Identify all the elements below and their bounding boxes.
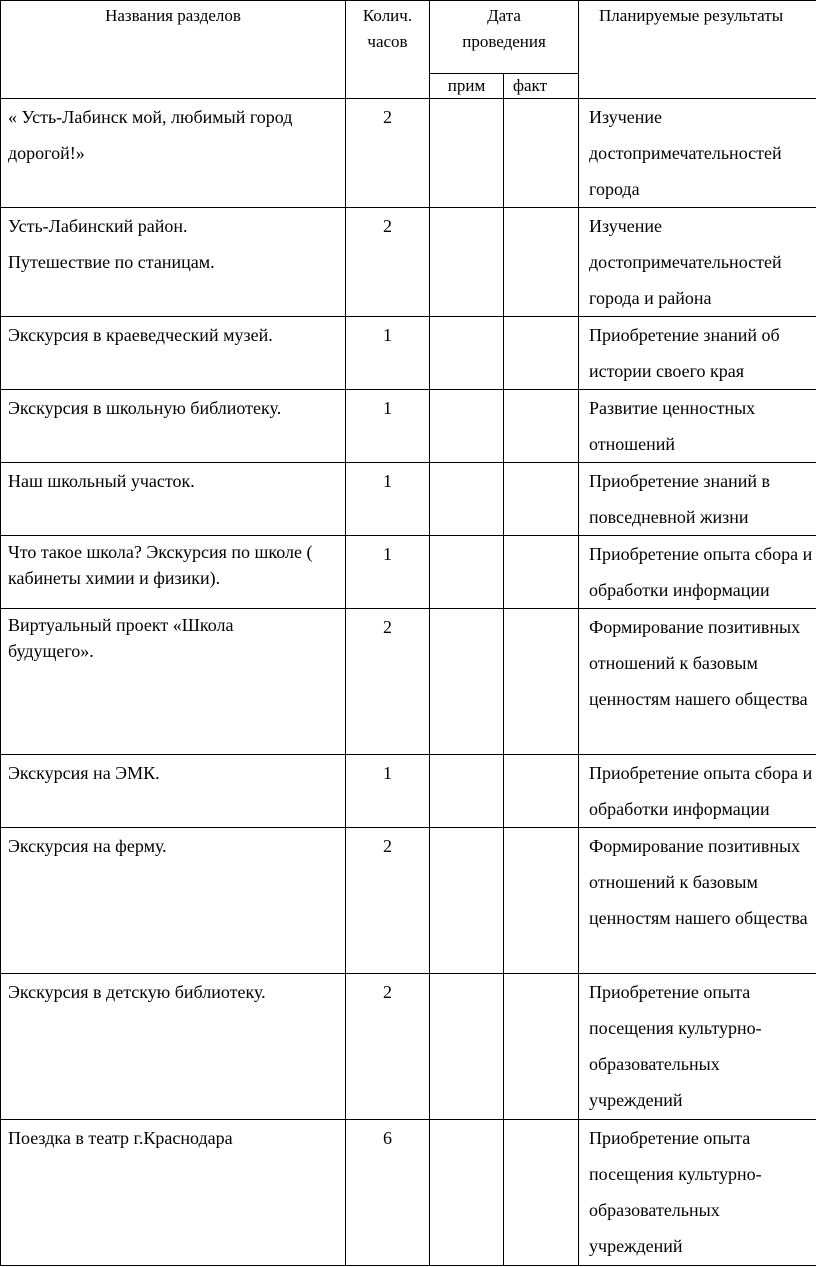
table-row bbox=[1, 390, 816, 463]
header-hours: Колич. часов bbox=[346, 1, 430, 99]
row-hours: 6 bbox=[346, 1120, 430, 1266]
row-section: Экскурсия в детскую библиотеку. bbox=[1, 974, 346, 1120]
table-row bbox=[1, 755, 816, 828]
row-section: Что такое школа? Экскурсия по школе ( кабинеты химии и физики). bbox=[1, 536, 346, 609]
table-row bbox=[1, 208, 816, 317]
row-fact bbox=[504, 390, 579, 463]
row-fact bbox=[504, 755, 579, 828]
row-plan bbox=[430, 828, 504, 974]
row-hours: 2 bbox=[346, 208, 430, 317]
row-result: Формирование позитивных отношений к базовым ценностям нашего общества bbox=[579, 609, 816, 755]
header-results: Планируемые результаты bbox=[579, 1, 816, 99]
row-fact bbox=[504, 317, 579, 390]
row-hours: 1 bbox=[346, 755, 430, 828]
row-plan bbox=[430, 536, 504, 609]
row-result: Развитие ценностных отношений bbox=[579, 390, 816, 463]
row-section: Экскурсия на ферму. bbox=[1, 828, 346, 974]
row-plan bbox=[430, 1120, 504, 1266]
row-plan bbox=[430, 99, 504, 208]
table-row bbox=[1, 609, 816, 755]
row-hours: 1 bbox=[346, 463, 430, 536]
row-plan bbox=[430, 208, 504, 317]
row-result: Приобретение опыта сбора и обработки информации bbox=[579, 536, 816, 609]
row-fact bbox=[504, 99, 579, 208]
row-section: Экскурсия в школьную библиотеку. bbox=[1, 390, 346, 463]
row-section: Наш школьный участок. bbox=[1, 463, 346, 536]
row-section: « Усть-Лабинск мой, любимый город дорогой!» bbox=[1, 99, 346, 208]
row-fact bbox=[504, 828, 579, 974]
row-hours: 2 bbox=[346, 99, 430, 208]
row-result: Формирование позитивных отношений к базовым ценностям нашего общества bbox=[579, 828, 816, 974]
row-section: Экскурсия на ЭМК. bbox=[1, 755, 346, 828]
table-row bbox=[1, 1120, 816, 1266]
row-fact bbox=[504, 463, 579, 536]
row-result: Изучение достопримечательностей города и района bbox=[579, 208, 816, 317]
table-row bbox=[1, 536, 816, 609]
table-row bbox=[1, 463, 816, 536]
header-date-plan: прим bbox=[430, 74, 504, 99]
row-plan bbox=[430, 974, 504, 1120]
row-result: Приобретение знаний в повседневной жизни bbox=[579, 463, 816, 536]
header-section: Названия разделов bbox=[1, 1, 346, 99]
row-fact bbox=[504, 974, 579, 1120]
row-plan bbox=[430, 317, 504, 390]
row-hours: 1 bbox=[346, 317, 430, 390]
row-result: Приобретение знаний об истории своего края bbox=[579, 317, 816, 390]
table-row bbox=[1, 317, 816, 390]
table-row bbox=[1, 974, 816, 1120]
table-row bbox=[1, 99, 816, 208]
row-plan bbox=[430, 609, 504, 755]
row-fact bbox=[504, 609, 579, 755]
header-date-fact: факт bbox=[504, 74, 579, 99]
row-plan bbox=[430, 390, 504, 463]
row-result: Приобретение опыта посещения культурно-образовательных учреждений bbox=[579, 1120, 816, 1266]
table-row bbox=[1, 828, 816, 974]
row-hours: 2 bbox=[346, 828, 430, 974]
row-result: Приобретение опыта сбора и обработки информации bbox=[579, 755, 816, 828]
row-hours: 2 bbox=[346, 974, 430, 1120]
row-result: Изучение достопримечательностей города bbox=[579, 99, 816, 208]
header-date: Дата проведения bbox=[430, 1, 579, 74]
row-fact bbox=[504, 208, 579, 317]
row-section: Поездка в театр г.Краснодара bbox=[1, 1120, 346, 1266]
row-hours: 2 bbox=[346, 609, 430, 755]
row-hours: 1 bbox=[346, 536, 430, 609]
row-plan bbox=[430, 463, 504, 536]
row-section: Экскурсия в краеведческий музей. bbox=[1, 317, 346, 390]
row-section: Усть-Лабинский район. Путешествие по станицам. bbox=[1, 208, 346, 317]
row-plan bbox=[430, 755, 504, 828]
row-fact bbox=[504, 1120, 579, 1266]
row-result: Приобретение опыта посещения культурно-образовательных учреждений bbox=[579, 974, 816, 1120]
row-fact bbox=[504, 536, 579, 609]
row-hours: 1 bbox=[346, 390, 430, 463]
row-section: Виртуальный проект «Школа будущего». bbox=[1, 609, 346, 755]
